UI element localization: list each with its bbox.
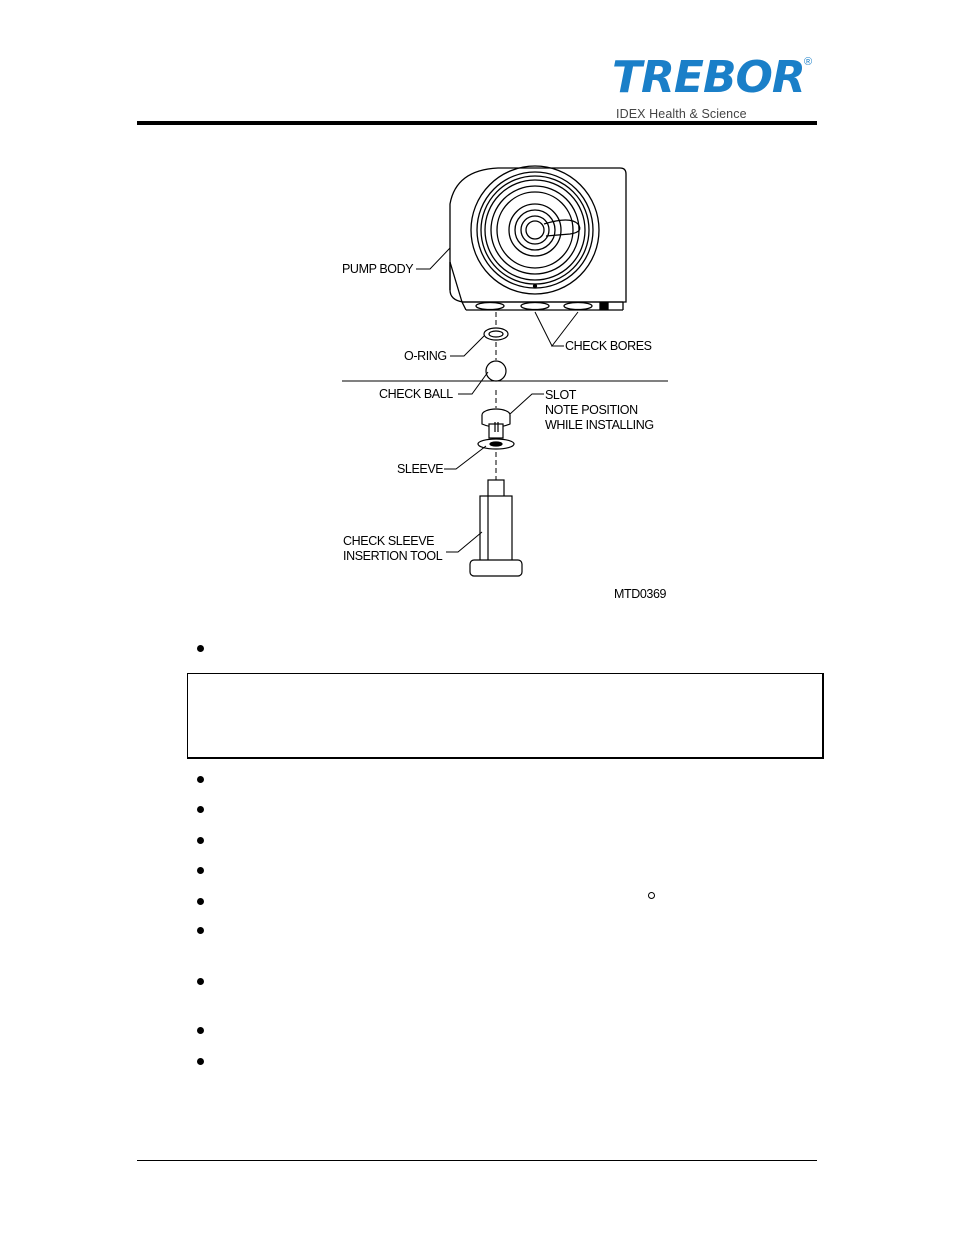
- label-pump-body: PUMP BODY: [342, 262, 414, 276]
- list-bullet: [197, 837, 204, 844]
- o-ring-drawing: [484, 328, 508, 340]
- footer-rule: [137, 1160, 817, 1161]
- header-rule: [137, 121, 817, 125]
- pump-body-drawing: [450, 166, 626, 310]
- sleeve-drawing: [478, 409, 514, 449]
- insertion-tool-drawing: [470, 480, 522, 576]
- list-bullet: [197, 645, 204, 652]
- label-slot: SLOT: [545, 388, 577, 402]
- label-tool-line2: INSERTION TOOL: [343, 549, 443, 563]
- list-bullet: [197, 927, 204, 934]
- list-bullet: [197, 776, 204, 783]
- list-bullet: [197, 1058, 204, 1065]
- label-while-installing: WHILE INSTALLING: [545, 418, 654, 432]
- list-bullet: [197, 867, 204, 874]
- label-note-position: NOTE POSITION: [545, 403, 638, 417]
- list-bullet: [197, 806, 204, 813]
- label-tool-line1: CHECK SLEEVE: [343, 534, 435, 548]
- list-bullet: [197, 898, 204, 905]
- registered-mark: ®: [804, 56, 813, 68]
- degree-symbol: [648, 892, 655, 899]
- label-sleeve: SLEEVE: [397, 462, 444, 476]
- label-check-bores: CHECK BORES: [565, 339, 652, 353]
- list-bullet: [197, 1027, 204, 1034]
- label-drawing-id: MTD0369: [614, 587, 667, 601]
- list-bullet: [197, 978, 204, 985]
- brand-wordmark: TREBOR: [612, 52, 805, 103]
- brand-tagline: IDEX Health & Science: [616, 107, 747, 121]
- check-ball-drawing: [486, 361, 506, 381]
- check-valve-diagram: [338, 162, 673, 602]
- label-o-ring: O-RING: [404, 349, 447, 363]
- label-check-ball: CHECK BALL: [379, 387, 453, 401]
- trebor-logo: [612, 52, 822, 126]
- note-box: [187, 673, 824, 759]
